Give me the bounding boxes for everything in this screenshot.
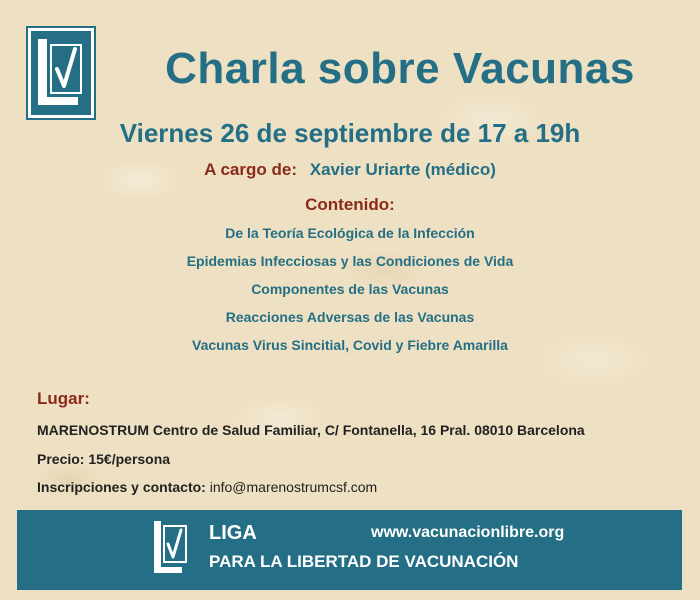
topic-item: Reacciones Adversas de las Vacunas bbox=[225, 309, 475, 325]
topic-item: Epidemias Infecciosas y las Condiciones de Vida bbox=[186, 253, 514, 269]
contact-email[interactable]: info@marenostrumcsf.com bbox=[209, 479, 378, 495]
speaker-line bbox=[0, 160, 700, 180]
footer-org-name: PARA LA LIBERTAD DE VACUNACIÓN bbox=[209, 552, 519, 571]
speaker-name: Xavier Uriarte (médico) bbox=[309, 160, 496, 179]
page-title: Charla sobre Vacunas bbox=[165, 44, 635, 93]
topic-item: Componentes de las Vacunas bbox=[251, 281, 449, 297]
footer-website-link[interactable]: www.vacunacionlibre.org bbox=[371, 524, 565, 541]
content-title: Contenido: bbox=[305, 195, 395, 214]
lugar-title: Lugar: bbox=[37, 389, 90, 408]
footer-liga: LIGA bbox=[209, 522, 257, 544]
contact-line bbox=[37, 479, 377, 495]
footer-banner bbox=[17, 510, 682, 590]
lv-logo-icon bbox=[151, 518, 191, 578]
topic-item: De la Teoría Ecológica de la Infección bbox=[225, 225, 475, 241]
contact-label: Inscripciones y contacto: bbox=[37, 479, 206, 495]
price-line: Precio: 15€/persona bbox=[37, 451, 171, 467]
event-date: Viernes 26 de septiembre de 17 a 19h bbox=[119, 118, 581, 148]
topic-list bbox=[0, 224, 700, 364]
lv-logo-icon bbox=[28, 28, 94, 118]
venue-address: MARENOSTRUM Centro de Salud Familiar, C/ Fontanella, 16 Pral. 08010 Barcelona bbox=[37, 422, 585, 438]
speaker-label: A cargo de: bbox=[204, 160, 297, 179]
topic-item: Vacunas Virus Sincitial, Covid y Fiebre Amarilla bbox=[192, 337, 508, 353]
